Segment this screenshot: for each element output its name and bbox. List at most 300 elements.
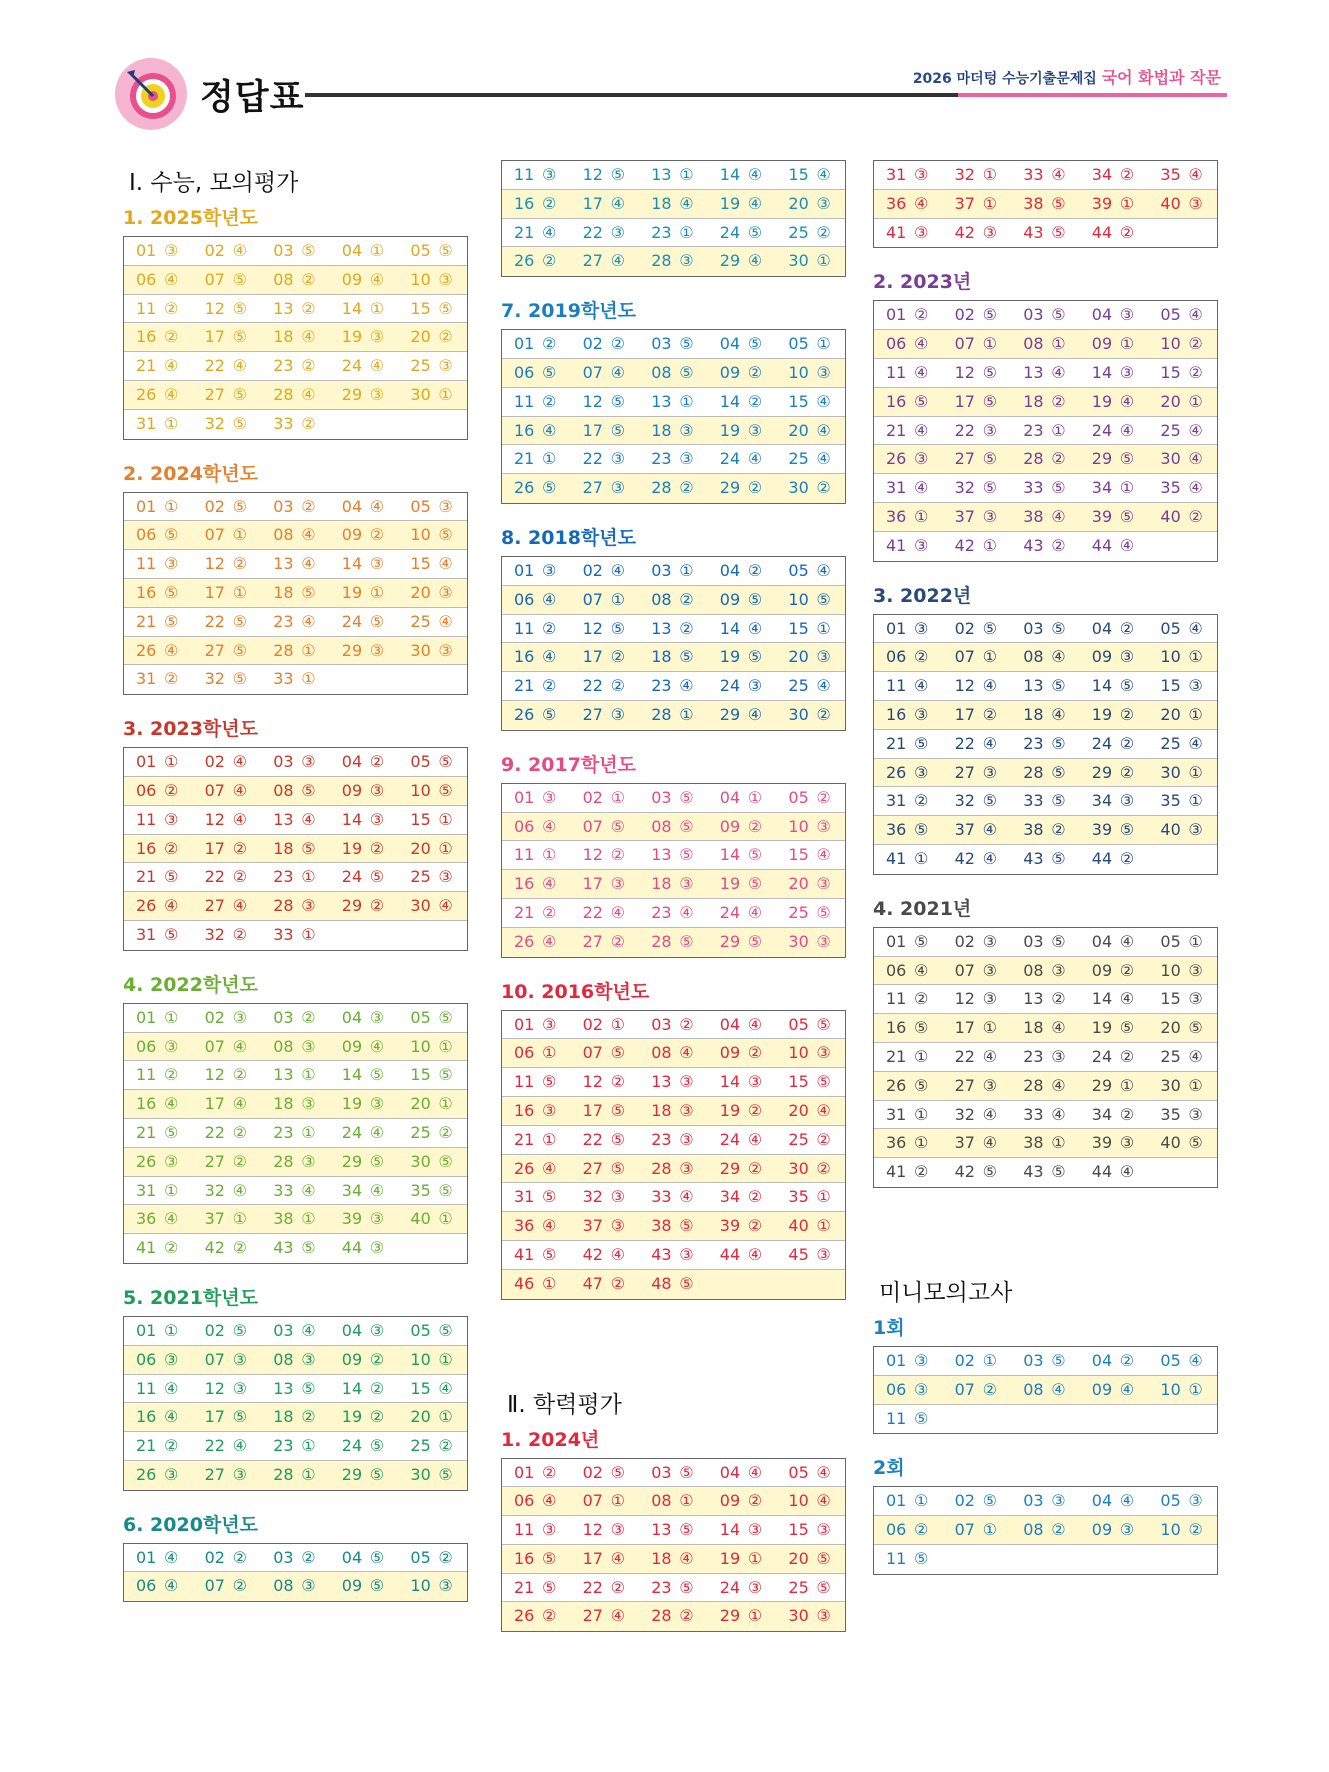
answer-cell (261, 921, 330, 950)
answer-cell (398, 806, 467, 835)
answer-choice: ① (747, 1606, 763, 1626)
answer-cell (874, 816, 943, 845)
answer-choice: ④ (438, 1378, 453, 1398)
answer-cell (639, 330, 708, 359)
question-number: 19 (719, 193, 741, 213)
question-number: 18 (651, 193, 672, 213)
answer-choice: ④ (232, 1094, 247, 1114)
answer-cell (1080, 1101, 1149, 1130)
question-number: 02 (954, 1491, 975, 1511)
answer-cell (261, 665, 330, 694)
answer-cell (1080, 1376, 1149, 1405)
answer-cell (639, 813, 708, 842)
answer-choice: ③ (369, 809, 385, 829)
answer-choice: ③ (301, 752, 316, 772)
answer-cell (943, 957, 1012, 986)
answer-cell (261, 1375, 330, 1404)
answer-cell (1011, 787, 1080, 816)
answer-choice: ③ (164, 1464, 179, 1484)
answer-cell (193, 323, 262, 352)
question-number: 26 (136, 896, 157, 916)
answer-cell (571, 445, 640, 474)
answer-cell (776, 1212, 845, 1241)
answer-cell (708, 247, 777, 276)
answer-choice: ① (1188, 1075, 1203, 1095)
answer-choice: ④ (164, 269, 179, 289)
answer-cell (1080, 1487, 1149, 1516)
question-number: 36 (886, 1133, 907, 1153)
answer-cell (261, 1033, 330, 1062)
question-number: 05 (410, 1320, 431, 1340)
question-number: 27 (204, 640, 225, 660)
question-number: 32 (204, 669, 225, 689)
answer-cell (874, 388, 943, 417)
answer-choice: ③ (1188, 193, 1203, 213)
answer-cell (708, 330, 777, 359)
answer-choice: ⑤ (232, 496, 247, 516)
question-number: 28 (1023, 449, 1044, 469)
answer-choice: ① (1188, 931, 1203, 951)
answer-choice: ② (1188, 506, 1203, 526)
answer-cell (639, 247, 708, 276)
answer-choice: ⑤ (610, 1129, 625, 1149)
answer-choice: ⑤ (610, 618, 625, 638)
answer-choice: ⑤ (610, 420, 625, 440)
question-number: 02 (954, 305, 975, 325)
question-number: 28 (273, 1151, 294, 1171)
answer-choice: ③ (542, 165, 557, 184)
answer-choice: ② (816, 704, 831, 724)
answer-choice: ① (438, 1407, 453, 1427)
answer-choice: ① (232, 582, 247, 602)
answer-cell (943, 1043, 1012, 1072)
block-title: 9. 2017학년도 (501, 753, 636, 776)
question-number: 01 (514, 1462, 535, 1482)
answer-choice: ④ (1119, 535, 1135, 555)
answer-choice: ⑤ (982, 1491, 997, 1511)
answer-cell (1011, 672, 1080, 701)
question-number: 23 (651, 902, 672, 922)
question-number: 33 (273, 413, 294, 433)
answer-cell (639, 557, 708, 586)
answer-cell (398, 1403, 467, 1432)
answer-choice: ① (914, 1133, 929, 1153)
question-number: 15 (788, 391, 809, 411)
answer-choice: ③ (816, 874, 831, 894)
answer-choice: ④ (301, 384, 316, 404)
question-number: 20 (1160, 704, 1181, 724)
answer-cell (193, 521, 262, 550)
answer-cell (943, 928, 1012, 957)
answer-cell (1011, 1158, 1080, 1187)
question-number: 27 (204, 896, 225, 916)
question-number: 44 (1091, 1162, 1113, 1182)
answer-cell (193, 835, 262, 864)
answer-cell (124, 665, 193, 694)
answer-cell (639, 359, 708, 388)
question-number: 25 (788, 1577, 809, 1597)
answer-cell (502, 219, 571, 248)
answer-block (123, 460, 468, 696)
answer-choice: ⑤ (232, 640, 247, 660)
question-number: 13 (1023, 989, 1044, 1009)
answer-choice: ③ (679, 420, 694, 440)
answer-choice: ⑤ (232, 669, 247, 689)
answer-choice: ④ (369, 269, 385, 289)
answer-block (873, 268, 1218, 561)
answer-choice: ⑤ (542, 362, 557, 382)
answer-cell (124, 323, 193, 352)
header-rule (305, 93, 960, 97)
answer-cell (124, 1544, 193, 1573)
answer-cell (193, 863, 262, 892)
answer-choice: ⑤ (164, 611, 179, 631)
answer-choice: ⑤ (164, 924, 179, 944)
question-number: 04 (341, 241, 363, 260)
question-number: 24 (341, 1122, 363, 1142)
question-number: 08 (651, 1043, 672, 1063)
question-number: 19 (341, 1407, 363, 1427)
question-number: 31 (514, 1187, 535, 1207)
answer-cell (261, 892, 330, 921)
answer-cell (1080, 845, 1149, 874)
answer-choice: ⑤ (747, 931, 763, 951)
question-number: 25 (788, 449, 809, 469)
question-number: 07 (582, 589, 603, 609)
section-heading: Ⅰ. 수능, 모의평가 (129, 170, 299, 196)
question-number: 37 (204, 1209, 225, 1229)
answer-grid (123, 1316, 468, 1491)
question-number: 21 (136, 867, 157, 887)
question-number: 09 (1091, 334, 1113, 354)
answer-cell (330, 863, 399, 892)
question-number: 34 (1091, 1104, 1113, 1124)
answer-cell (124, 1461, 193, 1490)
answer-choice: ① (164, 413, 179, 433)
answer-cell (193, 550, 262, 579)
question-number: 19 (719, 647, 741, 667)
answer-choice: ④ (747, 165, 763, 184)
answer-cell (1080, 672, 1149, 701)
answer-cell (330, 1004, 399, 1033)
question-number: 11 (136, 809, 157, 829)
answer-choice: ③ (301, 1151, 316, 1171)
answer-cell (1011, 615, 1080, 644)
question-number: 16 (136, 1407, 157, 1427)
answer-choice: ⑤ (1051, 733, 1066, 753)
answer-choice: ⑤ (914, 391, 929, 411)
answer-choice: ② (1119, 733, 1135, 753)
answer-cell (708, 1155, 777, 1184)
answer-cell (502, 247, 571, 276)
question-number: 16 (886, 704, 907, 724)
answer-choice: ③ (816, 816, 831, 836)
answer-choice: ⑤ (1051, 762, 1066, 782)
question-number: 20 (410, 582, 431, 602)
question-number: 05 (410, 752, 431, 772)
question-number: 38 (273, 1209, 294, 1229)
answer-choice: ② (232, 1151, 247, 1171)
answer-cell (330, 665, 399, 694)
answer-cell (330, 1148, 399, 1177)
question-number: 29 (719, 478, 741, 498)
question-number: 02 (204, 1007, 225, 1027)
question-number: 21 (136, 611, 157, 631)
question-number: 21 (514, 1577, 535, 1597)
question-number: 10 (1160, 960, 1181, 980)
question-number: 32 (582, 1187, 603, 1207)
answer-cell (193, 1119, 262, 1148)
answer-cell (502, 672, 571, 701)
question-number: 11 (136, 554, 157, 574)
answer-cell (502, 899, 571, 928)
answer-cell (1080, 1014, 1149, 1043)
answer-choice: ⑤ (542, 1187, 557, 1207)
question-number: 03 (273, 1007, 294, 1027)
answer-cell (708, 417, 777, 446)
answer-choice: ② (1119, 1046, 1135, 1066)
answer-choice: ② (232, 1122, 247, 1142)
answer-cell (943, 759, 1012, 788)
answer-choice: ③ (679, 1158, 694, 1178)
question-number: 24 (341, 867, 363, 887)
question-number: 26 (136, 1464, 157, 1484)
answer-cell (330, 237, 399, 266)
question-number: 27 (204, 384, 225, 404)
answer-cell (708, 586, 777, 615)
question-number: 01 (886, 1350, 907, 1370)
question-number: 35 (1160, 1104, 1181, 1124)
answer-cell (193, 381, 262, 410)
question-number: 32 (204, 924, 225, 944)
question-number: 08 (273, 525, 294, 545)
answer-choice: ② (610, 334, 625, 354)
answer-cell (776, 1126, 845, 1155)
answer-choice: ① (438, 384, 453, 404)
answer-choice: ③ (610, 1187, 625, 1207)
answer-cell (261, 1148, 330, 1177)
answer-choice: ⑤ (747, 589, 763, 609)
answer-cell (571, 643, 640, 672)
question-number: 05 (1160, 931, 1181, 951)
answer-cell (1148, 532, 1217, 561)
question-number: 28 (651, 478, 672, 498)
answer-cell (776, 219, 845, 248)
answer-choice: ② (747, 1158, 763, 1178)
answer-cell (1148, 615, 1217, 644)
answer-cell (398, 550, 467, 579)
answer-cell (502, 784, 571, 813)
answer-choice: ⑤ (1188, 1133, 1203, 1153)
answer-choice: ④ (982, 820, 997, 840)
question-number: 17 (204, 582, 225, 602)
answer-grid (123, 1543, 468, 1603)
answer-cell (571, 841, 640, 870)
answer-choice: ① (816, 251, 831, 271)
answer-choice: ⑤ (232, 611, 247, 631)
answer-cell (193, 1033, 262, 1062)
question-number: 20 (1160, 1018, 1181, 1038)
question-number: 39 (1091, 506, 1113, 526)
answer-cell (330, 1061, 399, 1090)
question-number: 06 (136, 269, 157, 289)
answer-choice: ④ (1119, 1379, 1135, 1399)
answer-cell (330, 323, 399, 352)
answer-choice: ③ (301, 896, 316, 916)
question-number: 21 (136, 356, 157, 376)
answer-choice: ② (301, 356, 316, 376)
question-number: 15 (788, 845, 809, 865)
question-number: 19 (341, 1094, 363, 1114)
answer-choice: ⑤ (610, 1043, 625, 1063)
answer-choice: ⑤ (914, 1018, 929, 1038)
answer-cell (571, 247, 640, 276)
answer-choice: ② (232, 924, 247, 944)
answer-choice: ④ (816, 449, 831, 469)
answer-cell (261, 777, 330, 806)
answer-cell (943, 1516, 1012, 1545)
answer-cell (1080, 1347, 1149, 1376)
answer-cell (124, 410, 193, 439)
answer-choice: ⑤ (369, 1436, 385, 1456)
answer-cell (1080, 1158, 1149, 1187)
question-number: 27 (954, 449, 975, 469)
answer-cell (124, 1148, 193, 1177)
answer-cell (398, 1572, 467, 1601)
answer-cell (502, 474, 571, 503)
answer-choice: ④ (747, 1244, 763, 1264)
answer-choice: ⑤ (679, 816, 694, 836)
question-number: 13 (651, 1520, 672, 1540)
answer-cell (124, 266, 193, 295)
answer-choice: ③ (610, 1216, 625, 1236)
answer-cell (261, 835, 330, 864)
question-number: 08 (651, 362, 672, 382)
answer-choice: ② (679, 478, 694, 498)
answer-choice: ④ (232, 241, 247, 260)
answer-choice: ④ (1119, 931, 1135, 951)
answer-cell (398, 1375, 467, 1404)
question-number: 34 (341, 1180, 363, 1200)
answer-cell (639, 445, 708, 474)
answer-cell (261, 1177, 330, 1206)
answer-cell (193, 493, 262, 522)
answer-cell (639, 1602, 708, 1631)
question-number: 16 (514, 874, 535, 894)
question-number: 40 (1160, 193, 1181, 213)
question-number: 17 (582, 1548, 603, 1568)
question-number: 02 (582, 1462, 603, 1482)
question-number: 02 (954, 931, 975, 951)
answer-cell (776, 1241, 845, 1270)
question-number: 06 (886, 334, 907, 354)
answer-cell (502, 615, 571, 644)
answer-cell (708, 1097, 777, 1126)
question-number: 45 (788, 1244, 809, 1264)
answer-choice: ② (816, 1129, 831, 1149)
answer-choice: ④ (542, 222, 557, 242)
answer-cell (1080, 190, 1149, 219)
answer-choice: ② (369, 1378, 385, 1398)
answer-cell (193, 295, 262, 324)
answer-choice: ④ (164, 1378, 179, 1398)
answer-choice: ② (542, 193, 557, 213)
answer-block (873, 160, 1218, 248)
answer-choice: ⑤ (982, 791, 997, 811)
answer-choice: ① (816, 618, 831, 638)
answer-cell (874, 1376, 943, 1405)
answer-cell (571, 701, 640, 730)
answer-cell (571, 1011, 640, 1040)
answer-cell (1011, 1072, 1080, 1101)
answer-choice: ④ (679, 193, 694, 213)
answer-cell (1080, 1516, 1149, 1545)
answer-cell (124, 1033, 193, 1062)
question-number: 14 (341, 554, 363, 574)
answer-cell (571, 813, 640, 842)
answer-cell (571, 417, 640, 446)
answer-column-2 (501, 160, 846, 1652)
answer-cell (943, 474, 1012, 503)
question-number: 24 (719, 676, 741, 696)
answer-choice: ⑤ (542, 1577, 557, 1597)
answer-cell (124, 835, 193, 864)
answer-cell (776, 813, 845, 842)
answer-choice: ② (610, 676, 625, 696)
question-number: 02 (204, 1547, 225, 1567)
question-number: 16 (136, 582, 157, 602)
question-number: 08 (273, 1349, 294, 1369)
answer-choice: ④ (542, 420, 557, 440)
answer-cell (874, 643, 943, 672)
answer-cell (708, 557, 777, 586)
answer-cell (943, 1158, 1012, 1187)
answer-cell (571, 1545, 640, 1574)
answer-choice: ① (542, 845, 557, 865)
answer-grid (501, 556, 846, 731)
answer-choice: ③ (542, 1014, 557, 1034)
answer-choice: ④ (914, 676, 929, 696)
answer-choice: ② (301, 269, 316, 289)
question-number: 03 (273, 496, 294, 516)
answer-cell (261, 1004, 330, 1033)
answer-choice: ⑤ (679, 931, 694, 951)
answer-choice: ⑤ (679, 647, 694, 667)
question-number: 26 (514, 931, 535, 951)
question-number: 37 (954, 820, 975, 840)
answer-cell (261, 863, 330, 892)
answer-choice: ① (301, 1065, 316, 1085)
answer-choice: ② (232, 867, 247, 887)
answer-choice: ② (1051, 449, 1066, 469)
answer-choice: ② (369, 1407, 385, 1427)
question-number: 25 (410, 611, 431, 631)
answer-choice: ① (1119, 334, 1135, 354)
answer-choice: ⑤ (438, 241, 453, 260)
answer-cell (776, 1039, 845, 1068)
answer-cell (1148, 301, 1217, 330)
answer-cell (330, 835, 399, 864)
answer-choice: ② (542, 618, 557, 638)
answer-cell (943, 359, 1012, 388)
answer-choice: ③ (164, 1151, 179, 1171)
question-number: 30 (788, 1158, 809, 1178)
answer-cell (943, 1405, 1012, 1434)
answer-choice: ② (747, 1187, 763, 1207)
question-number: 01 (514, 334, 535, 354)
answer-cell (1080, 1405, 1149, 1434)
answer-choice: ④ (301, 327, 316, 347)
